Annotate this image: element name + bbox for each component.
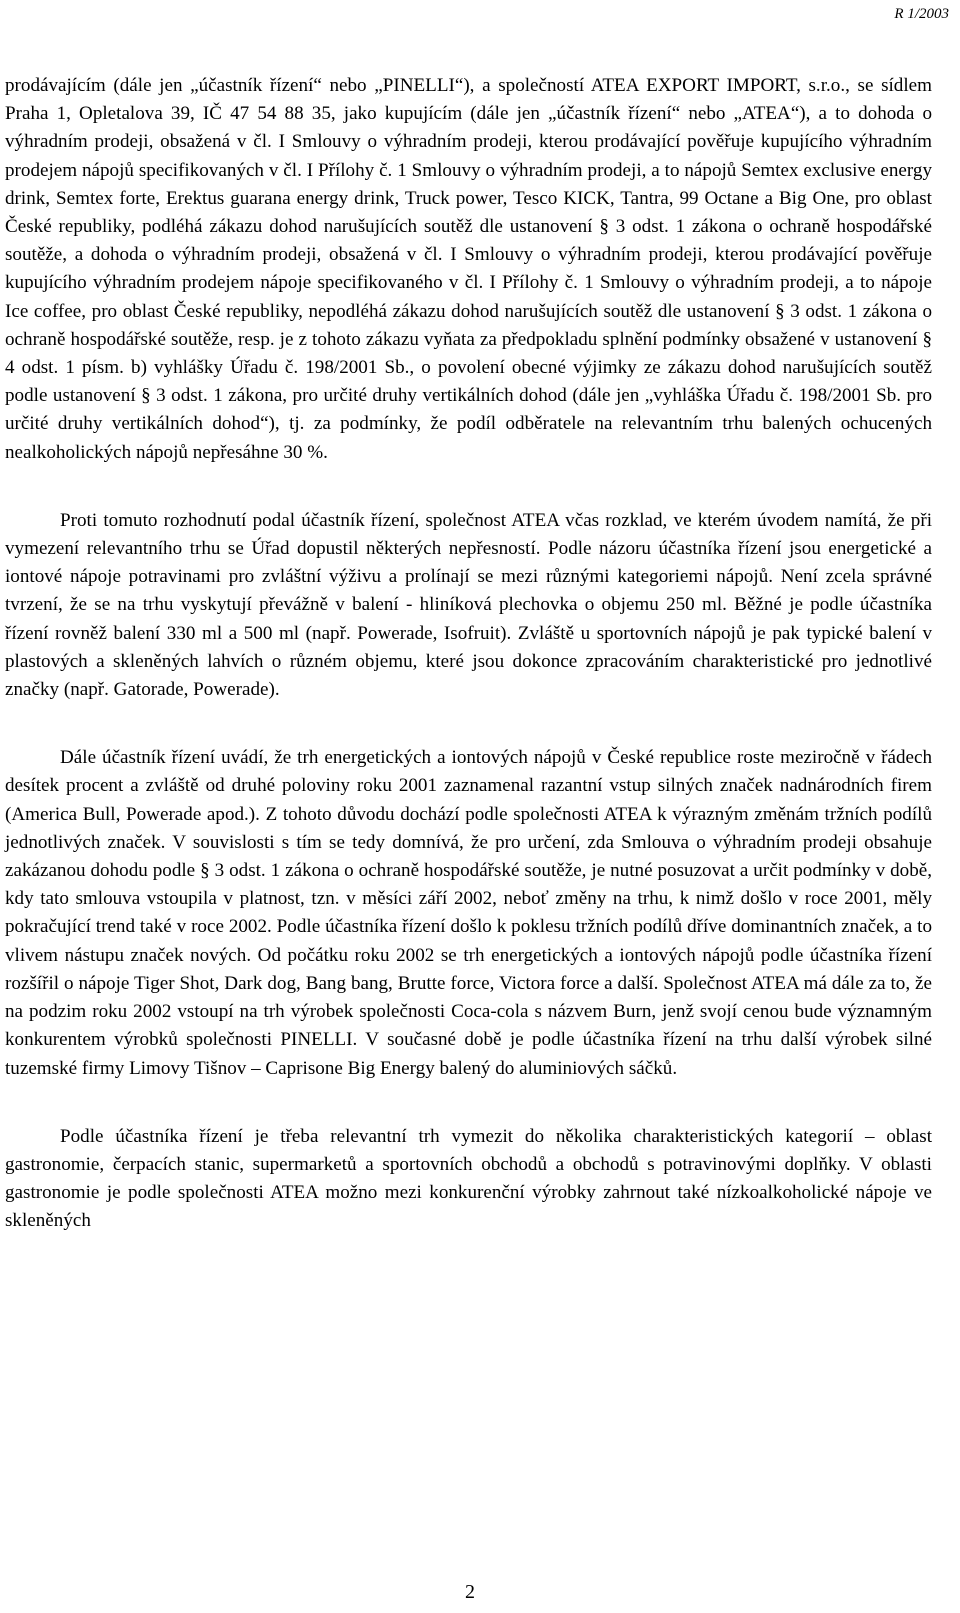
- paragraph-rozklad: Proti tomuto rozhodnutí podal účastník řízení, společnost ATEA včas rozklad, ve kterém úvodem namítá, že při vymezení relevantního trhu se Úřad dopustil některých nepřesností. Podle názoru účastníka řízení jsou energetické a iontové nápoje potravinami pro zvláštní výživu a prolínají se mezi různými kategoriemi nápojů. Není zcela správné tvrzení, že se na trhu vyskytují převážně v balení - hliníková plechovka o objemu 250 ml. Běžné je podle účastníka řízení rovněž balení 330 ml a 500 ml (např. Powerade, Isofruit). Zvláště u sportovních nápojů je pak typické balení v plastových a skleněných lahvích o různém objemu, které jsou dokonce zpracováním charakteristické pro jednotlivé značky (např. Gatorade, Powerade).: [5, 509, 932, 701]
- paragraph-gap: [5, 704, 932, 744]
- paragraph-gap: [5, 467, 932, 507]
- paragraph-gap: [5, 1083, 932, 1123]
- paragraph-market-categories: Podle účastníka řízení je třeba relevantní trh vymezit do několika charakteristických kategorií – oblast gastronomie, čerpacích stanic, supermarketů a sportovních obchodů a obchodů s potravinovými doplňky. V oblasti gastronomie je podle společnosti ATEA možno mezi konkurenční výrobky zahrnout také nízkoalkoholické nápoje ve skleněných: [5, 1125, 932, 1232]
- paragraph-continuation: prodávajícím (dále jen „účastník řízení“ nebo „PINELLI“), a společností ATEA EXPORT IMPORT, s.r.o., se sídlem Praha 1, Opletalova 39, IČ 47 54 88 35, jako kupujícím (dále jen „účastník řízení“ nebo „ATEA“), a to dohoda o výhradním prodeji, obsažená v čl. I Smlouvy o výhradním prodeji, kterou prodávající pověřuje kupujícího výhradním prodejem nápojů specifikovaných v čl. I Přílohy č. 1 Smlouvy o výhradním prodeji, a to nápojů Semtex exclusive energy drink, Semtex forte, Erektus guarana energy drink, Truck power, Tesco KICK, Tantra, 99 Octane a Big One, pro oblast České republiky, podléhá zákazu dohod narušujících soutěž dle ustanovení § 3 odst. 1 zákona o ochraně hospodářské soutěže, a dohoda o výhradním prodeji, obsažená v čl. I Smlouvy o výhradním prodeji, kterou prodávající pověřuje kupujícího výhradním prodejem nápoje specifikovaného v čl. I Přílohy č. 1 Smlouvy o výhradním prodeji, a to nápoje Ice coffee, pro oblast České republiky, nepodléhá zákazu dohod narušujících soutěž dle ustanovení § 3 odst. 1 zákona o ochraně hospodářské soutěže, resp. je z tohoto zákazu vyňata za předpokladu splnění podmínky obsažené v ustanovení § 4 odst. 1 písm. b) vyhlášky Úřadu č. 198/2001 Sb., o povolení obecné výjimky ze zákazu dohod narušujících soutěž podle ustanovení § 3 odst. 1 zákona, pro určité druhy vertikálních dohod (dále jen „vyhláška Úřadu č. 198/2001 Sb. pro určité druhy vertikálních dohod“), tj. za podmínky, že podíl odběratele na relevantním trhu balených ochucených nealkoholických nápojů nepřesáhne 30 %.: [5, 75, 932, 463]
- document-reference: R 1/2003: [894, 6, 949, 22]
- paragraph-market-growth: Dále účastník řízení uvádí, že trh energetických a iontových nápojů v České republice roste meziročně v řádech desítek procent a zvláště od druhé poloviny roku 2001 zaznamenal razantní vstup silných značek nadnárodních firem (America Bull, Powerade apod.). Z tohoto důvodu dochází podle společnosti ATEA k výrazným změnám tržních podílů jednotlivých značek. V souvislosti s tím se tedy domnívá, že pro určení, zda Smlouva o výhradním prodeji obsahuje zakázanou dohodu podle § 3 odst. 1 zákona o ochraně hospodářské soutěže, je nutné posuzovat a určit podmínky v době, kdy tato smlouva vstoupila v platnost, tzn. v měsíci září 2002, neboť změny na trhu, k nimž došlo v roce 2001, měly pokračující trend také v roce 2002. Podle účastníka řízení došlo k poklesu tržních podílů dříve dominantních značek, a to vlivem nástupu značek nových. Od počátku roku 2002 se trh energetických a iontových nápojů podle účastníka řízení rozšířil o nápoje Tiger Shot, Dark dog, Bang bang, Brutte force, Victora force a další. Společnost ATEA má dále za to, že na podzim roku 2002 vstoupí na trh výrobek společnosti Coca-cola s názvem Burn, jenž svojí cenou bude významným konkurentem výrobků společnosti PINELLI. V současné době je podle účastníka řízení na trhu další výrobek silné tuzemské firmy Limovy Tišnov – Caprisone Big Energy balený do aluminiových sáčků.: [5, 747, 932, 1079]
- document-body: [5, 72, 932, 1236]
- page-number: 2: [465, 1581, 475, 1603]
